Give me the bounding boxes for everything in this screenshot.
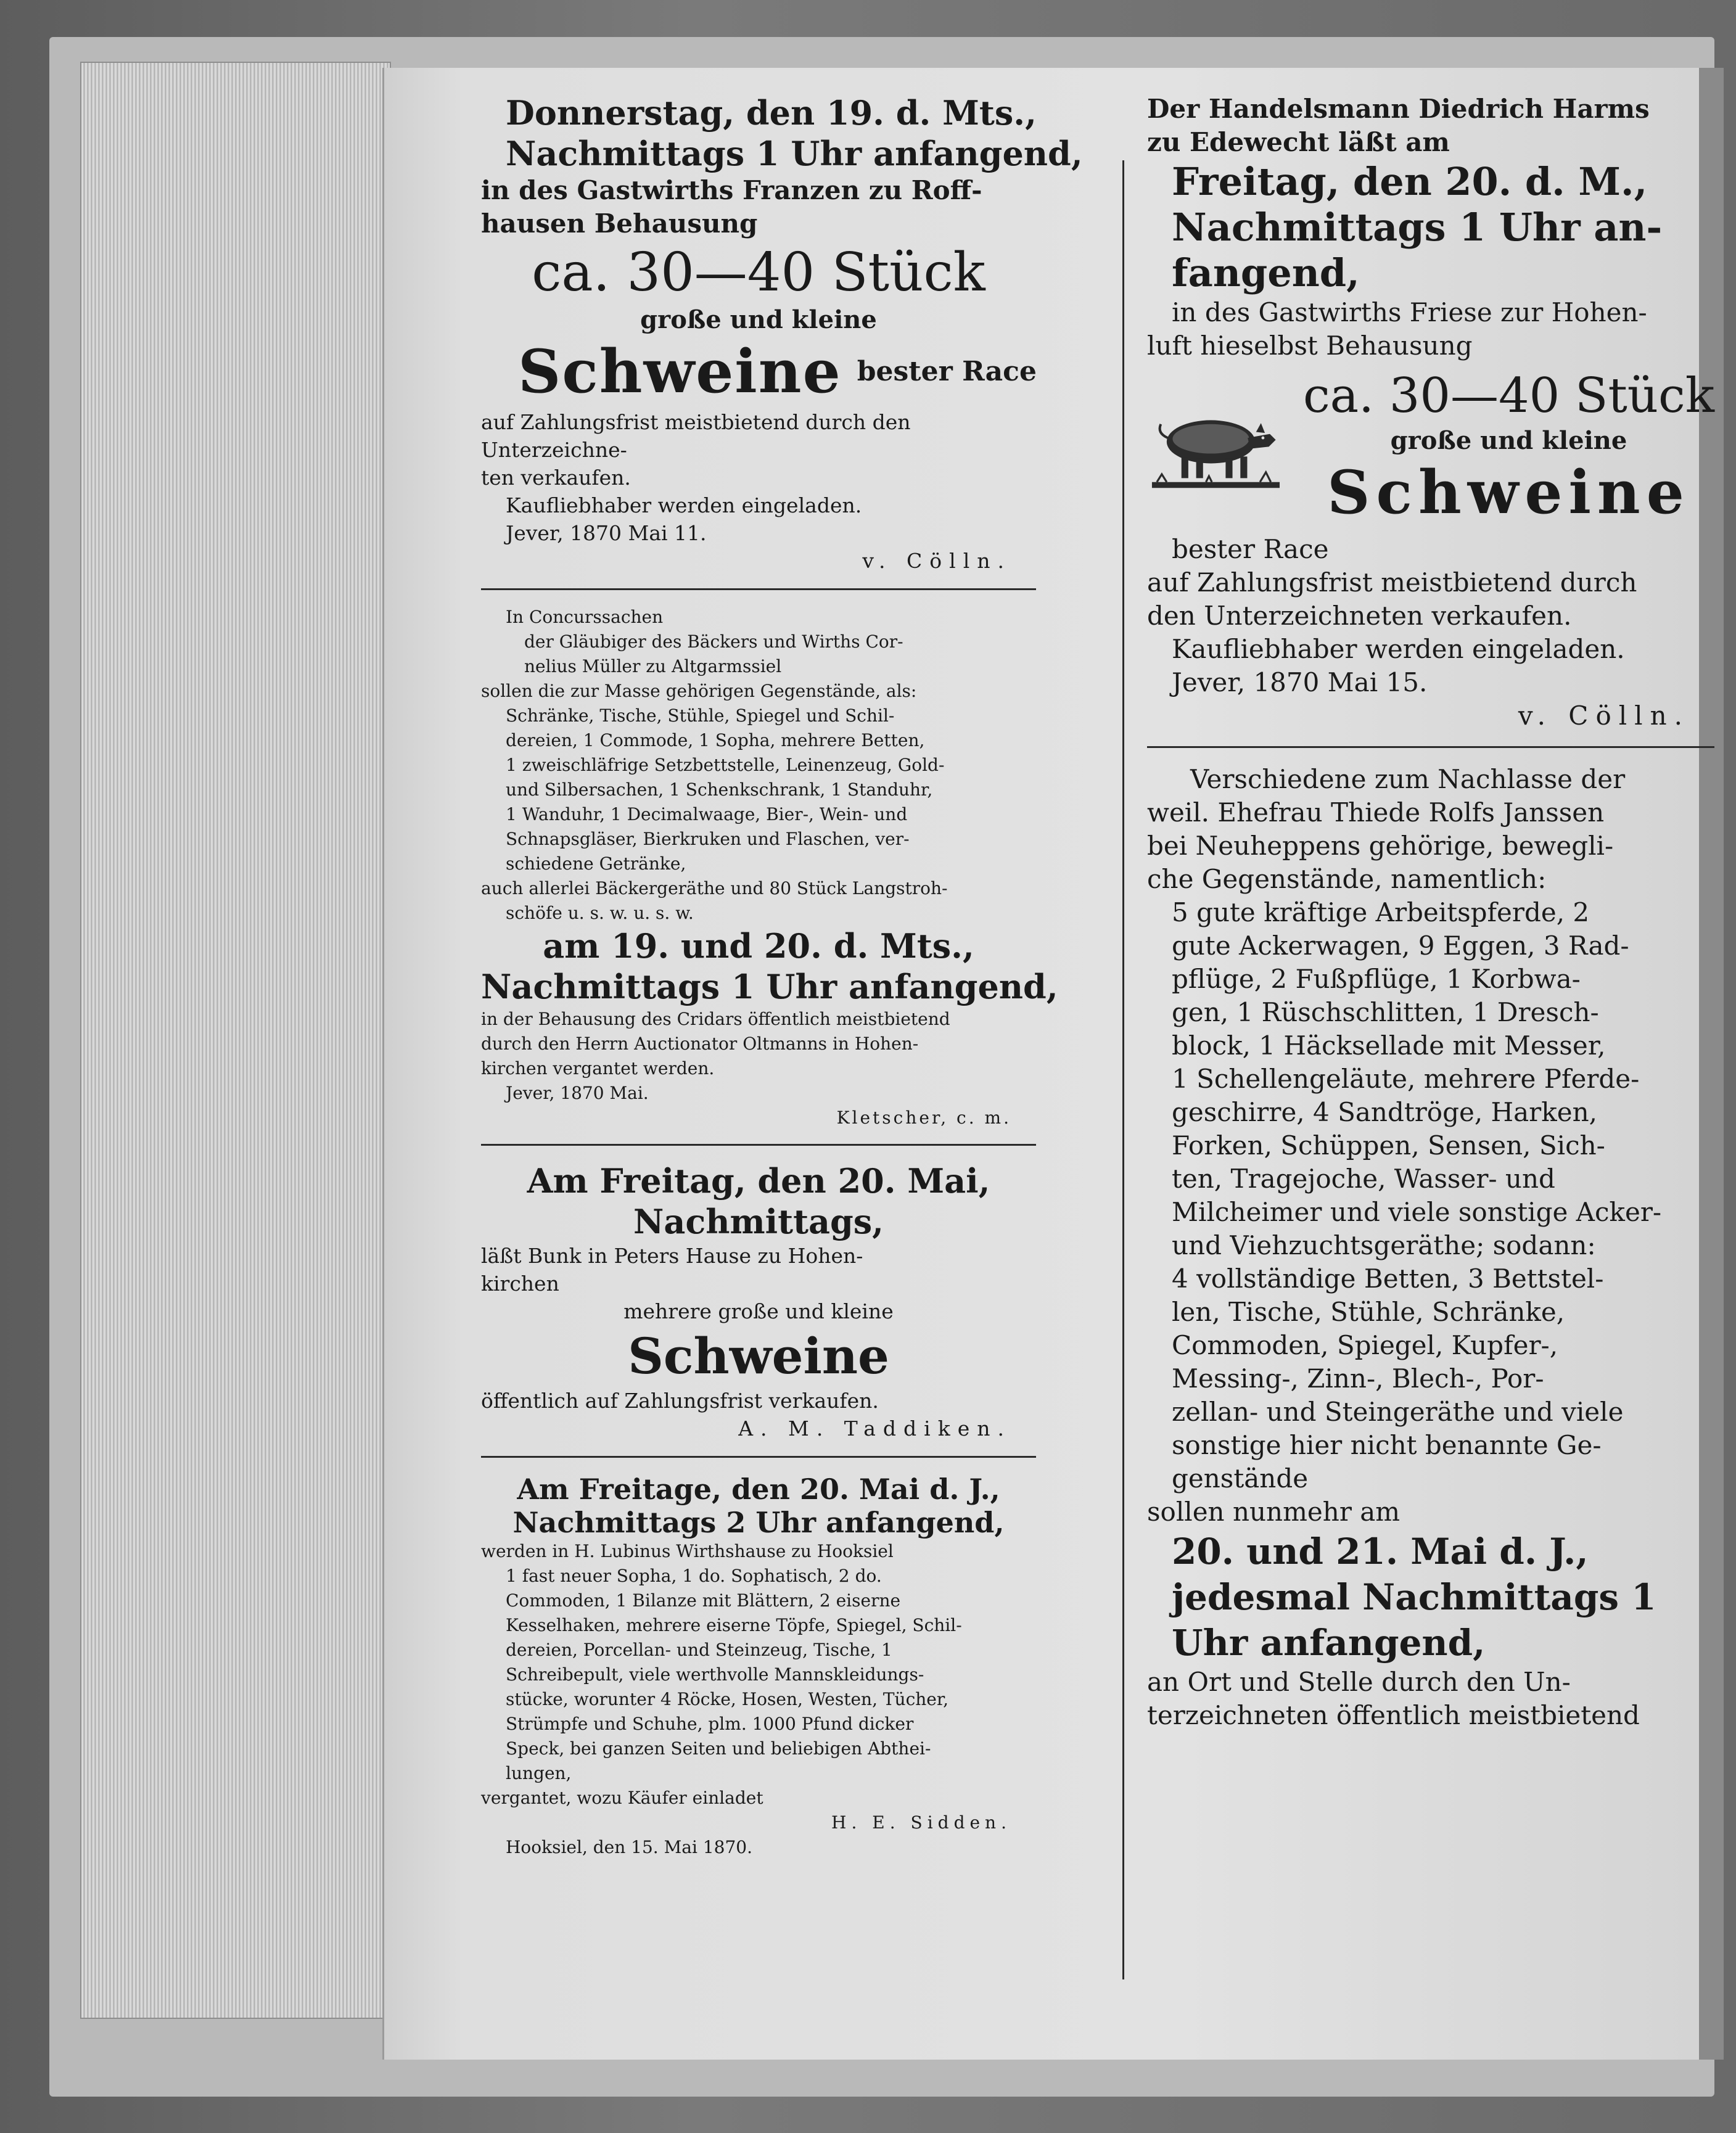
ad-count: ca. 30—40 Stück [532,242,985,303]
ad-time-heading: Nachmittags 1 Uhr anfangend, [481,967,1058,1006]
right-column [1147,92,1714,1732]
ad-text: Schränke, Tische, Stühle, Spiegel und Schil- [506,705,895,726]
ad-text: lungen, [506,1763,572,1783]
ad-text: stücke, worunter 4 Röcke, Hosen, Westen, Tücher, [506,1689,949,1709]
ad-text: ten verkaufen. [481,466,631,490]
ad-pigs-hohenkirchen [481,1161,1036,1442]
ad-text: Kesselhaken, mehrere eiserne Töpfe, Spiegel, Schil- [506,1615,962,1635]
ad-text: der Gläubiger des Bäckers und Wirths Cor- [524,631,903,652]
ad-big-word: Schweine [518,337,842,406]
ad-subheading: große und kleine [640,305,877,334]
ad-pig-texts [1303,366,1714,529]
ad-time-heading: Nachmittags 2 Uhr anfangend, [512,1506,1005,1539]
pig-woodcut-icon [1147,392,1285,503]
ad-location-line: in des Gastwirths Franzen zu Roff- [481,175,982,205]
ad-text: In Concurssachen [506,607,664,627]
ad-dateline: Jever, 1870 Mai. [506,1083,649,1103]
ad-text: block, 1 Häcksellade mit Messer, [1172,1030,1606,1061]
ad-text: gen, 1 Rüschschlitten, 1 Dresch- [1172,997,1599,1027]
ad-janssen-estate [1147,763,1714,1732]
ad-text: Speck, bei ganzen Seiten und beliebigen Abthei- [506,1738,931,1759]
ad-time-heading: Nachmittags 1 Uhr anfangend, [506,134,1083,173]
ad-harms-pigs [1147,92,1714,733]
ad-text: Strümpfe und Schuhe, plm. 1000 Pfund dicker [506,1714,914,1734]
ad-count: ca. 30—40 Stück [1302,368,1714,424]
ad-text: che Gegenstände, namentlich: [1147,864,1547,894]
ad-dateline: Jever, 1870 Mai 15. [1172,667,1428,697]
ad-time-heading: Nachmittags 1 Uhr an- [1172,205,1663,250]
ad-text: pflüge, 2 Fußpflüge, 1 Korbwa- [1172,964,1581,994]
left-column [481,92,1083,1860]
ad-text: Milcheimer und viele sonstige Acker- [1172,1197,1662,1227]
ad-text: auf Zahlungsfrist meistbietend durch den Unterzeichne- [481,410,911,462]
ad-dateline: Hooksiel, den 15. Mai 1870. [506,1837,752,1857]
ad-text: 1 fast neuer Sopha, 1 do. Sophatisch, 2 do. [506,1566,882,1586]
ad-dateline: Jever, 1870 Mai 11. [506,521,707,545]
ad-text: dereien, 1 Commode, 1 Sopha, mehrere Betten, [506,730,925,750]
ad-text: kirchen vergantet werden. [481,1058,715,1079]
ad-date-heading: Am Freitage, den 20. Mai d. J., [517,1473,1000,1506]
ad-text: 1 Schellengeläute, mehrere Pferde- [1172,1064,1640,1094]
ad-text: auch allerlei Bäckergeräthe und 80 Stück Langstroh- [481,878,948,898]
ad-signature: Kletscher, c. m. [836,1108,1011,1128]
ad-text: zellan- und Steingeräthe und viele [1172,1397,1624,1427]
ad-text: schöfe u. s. w. u. s. w. [506,903,694,923]
ad-text: schiedene Getränke, [506,853,686,874]
ad-time-heading: fangend, [1172,250,1360,295]
ad-signature: H. E. Sidden. [831,1812,1011,1833]
page-edges [80,62,391,2019]
ad-text: 4 vollständige Betten, 3 Bettstel- [1172,1264,1604,1294]
ad-text: in der Behausung des Cridars öffentlich meistbietend [481,1009,950,1029]
ad-text: sonstige hier nicht benannte Ge- [1172,1430,1602,1460]
ad-separator [481,1144,1036,1146]
ad-text: und Silbersachen, 1 Schenkschrank, 1 Standuhr, [506,779,933,800]
column-divider [1122,160,1124,1979]
ad-text: durch den Herrn Auctionator Oltmanns in Hohen- [481,1034,919,1054]
ad-date-heading: Am Freitag, den 20. Mai, [527,1161,990,1201]
ad-text: sollen die zur Masse gehörigen Gegenstände, als: [481,681,917,701]
ad-text: dereien, Porcellan- und Steinzeug, Tische, 1 [506,1640,892,1660]
ad-text: und Viehzuchtsgeräthe; sodann: [1172,1230,1596,1260]
ad-text: luft hieselbst Behausung [1147,331,1473,361]
ad-text: Schreibepult, viele werthvolle Mannskleidungs- [506,1664,924,1685]
ad-auction-hooksiel [481,1473,1036,1860]
ad-invite: Kaufliebhaber werden eingeladen. [1172,634,1625,664]
ad-text: Verschiedene zum Nachlasse der [1190,764,1626,794]
ad-text: nelius Müller zu Altgarmssiel [524,656,782,676]
ad-text: Messing-, Zinn-, Blech-, Por- [1172,1363,1544,1394]
ad-text: kirchen [481,1272,559,1296]
ad-date-heading: 20. und 21. Mai d. J., [1172,1531,1589,1572]
ad-text: bester Race [1172,534,1329,564]
ad-text: gute Ackerwagen, 9 Eggen, 3 Rad- [1172,931,1629,961]
ad-text: ten, Tragejoche, Wasser- und [1172,1164,1555,1194]
ad-separator [1147,746,1714,748]
ad-text: in des Gastwirths Friese zur Hohen- [1172,297,1647,327]
ad-auction-pigs-roffhausen [481,92,1083,575]
ad-time-heading: Nachmittags, [633,1202,884,1241]
ad-text: läßt Bunk in Peters Hause zu Hohen- [481,1244,863,1268]
ad-text: 1 zweischläfrige Setzbettstelle, Leinenzeug, Gold- [506,755,945,775]
ad-text: sollen nunmehr am [1147,1497,1401,1527]
ad-text: 5 gute kräftige Arbeitspferde, 2 [1172,897,1590,927]
ad-text: weil. Ehefrau Thiede Rolfs Janssen [1147,797,1605,828]
ad-text: 1 Wanduhr, 1 Decimalwaage, Bier-, Wein- und [506,804,908,824]
ad-subheading: große und kleine [1390,426,1627,455]
ad-text: an Ort und Stelle durch den Un- [1147,1667,1571,1697]
ad-text: den Unterzeichneten verkaufen. [1147,601,1572,631]
ad-time-heading: Uhr anfangend, [1172,1622,1486,1664]
ad-invite: Kaufliebhaber werden eingeladen. [506,493,862,517]
ad-text: genstände [1172,1463,1309,1494]
ad-text: werden in H. Lubinus Wirthshause zu Hooksiel [481,1541,894,1561]
ad-text: vergantet, wozu Käufer einladet [481,1788,763,1808]
ad-date-heading: am 19. und 20. d. Mts., [543,926,974,966]
ad-text: Commoden, 1 Bilanze mit Blättern, 2 eiserne [506,1590,901,1611]
ad-concurs-sale [481,605,1058,1130]
ad-subheading: mehrere große und kleine [623,1299,894,1323]
ad-text: geschirre, 4 Sandtröge, Harken, [1172,1097,1597,1127]
ad-text: Schnapsgläser, Bierkruken und Flaschen, ver- [506,829,910,849]
ad-big-word: Schweine [1327,458,1690,527]
ad-pig-row [1147,366,1714,529]
ad-date-heading: Freitag, den 20. d. M., [1172,159,1648,204]
ad-text: bei Neuheppens gehörige, bewegli- [1147,831,1614,861]
ad-text: öffentlich auf Zahlungsfrist verkaufen. [481,1389,879,1413]
ad-text: terzeichneten öffentlich meistbietend [1147,1700,1640,1730]
ad-location-line: hausen Behausung [481,208,758,239]
ad-text: Forken, Schüppen, Sensen, Sich- [1172,1130,1605,1161]
ad-separator [481,588,1036,590]
ad-signature: A. M. Taddiken. [738,1416,1011,1440]
ad-signature: v. Cölln. [1518,701,1690,731]
ad-date-heading: Donnerstag, den 19. d. Mts., [506,93,1037,133]
ad-big-word: Schweine [628,1327,889,1385]
ad-big-line [481,335,1036,408]
ad-text: Commoden, Spiegel, Kupfer-, [1172,1330,1558,1360]
ad-big-suffix: bester Race [857,356,1037,387]
ad-text: len, Tische, Stühle, Schränke, [1172,1297,1565,1327]
ad-time-heading: jedesmal Nachmittags 1 [1172,1576,1656,1618]
ad-signature: v. Cölln. [862,549,1011,573]
ad-separator [481,1456,1036,1458]
ad-text: zu Edewecht läßt am [1147,127,1450,157]
ad-text: auf Zahlungsfrist meistbietend durch [1147,567,1637,598]
ad-text: Der Handelsmann Diedrich Harms [1147,94,1650,124]
